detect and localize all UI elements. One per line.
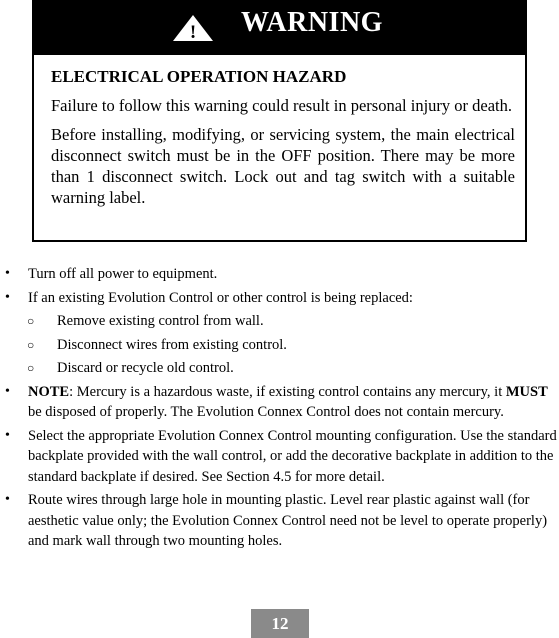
warning-paragraph-1: Failure to follow this warning could result in personal injury or death. bbox=[51, 96, 512, 115]
warning-paragraph-2: Before installing, modifying, or servicing system, the main electrical disconnect switch must be in the OFF position. There may be more than 1 disconnect switch. Lock out and tag switch with a suitable warning label. bbox=[51, 125, 515, 207]
list-item: • Select the appropriate Evolution Connex Control mounting configuration. Use the standard backplate provided with the wall control, or add the decorative backplate in addition to the standard backplate if desired. See Section 4.5 for more detail. bbox=[5, 427, 557, 485]
bullet-icon: • bbox=[5, 383, 10, 399]
must-label: MUST bbox=[505, 383, 548, 400]
circle-bullet-icon: ○ bbox=[27, 361, 35, 375]
list-item: • If an existing Evolution Control or other control is being replaced: bbox=[0, 288, 559, 309]
sub-list-item: ○ Remove existing control from wall. bbox=[0, 311, 559, 332]
hazard-title: ELECTRICAL OPERATION HAZARD bbox=[51, 67, 347, 86]
sub-list-item: ○ Discard or recycle old control. bbox=[0, 358, 559, 379]
page-number: 12 bbox=[251, 609, 309, 638]
warning-triangle-icon bbox=[172, 14, 214, 42]
warning-header bbox=[34, 0, 525, 55]
warning-box bbox=[32, 0, 527, 242]
list-item: • Route wires through large hole in mounting plastic. Level rear plastic against wall (for aesthetic value only; the Evolution Connex Control need not be level to operate properly) and mark wall through two mounting holes. bbox=[5, 492, 548, 549]
bullet-icon: • bbox=[5, 427, 10, 443]
svg-text:!: ! bbox=[189, 22, 197, 42]
instructions-list bbox=[0, 264, 559, 555]
bullet-icon: • bbox=[5, 289, 10, 305]
sub-list-item: ○ Disconnect wires from existing control. bbox=[0, 335, 559, 356]
bullet-icon: • bbox=[5, 266, 10, 281]
circle-bullet-icon: ○ bbox=[27, 314, 35, 328]
circle-bullet-icon: ○ bbox=[27, 337, 35, 352]
list-item: • Turn off all power to equipment. bbox=[0, 264, 559, 285]
note-item: • NOTE: Mercury is a hazardous waste, if existing control contains any mercury, it MUST be disposed of properly. The Evolution Connex Control does not contain mercury. bbox=[5, 383, 548, 420]
warning-title: WARNING bbox=[241, 7, 383, 38]
bullet-icon: • bbox=[5, 492, 10, 507]
note-label: NOTE bbox=[28, 383, 70, 400]
warning-body bbox=[34, 55, 525, 208]
